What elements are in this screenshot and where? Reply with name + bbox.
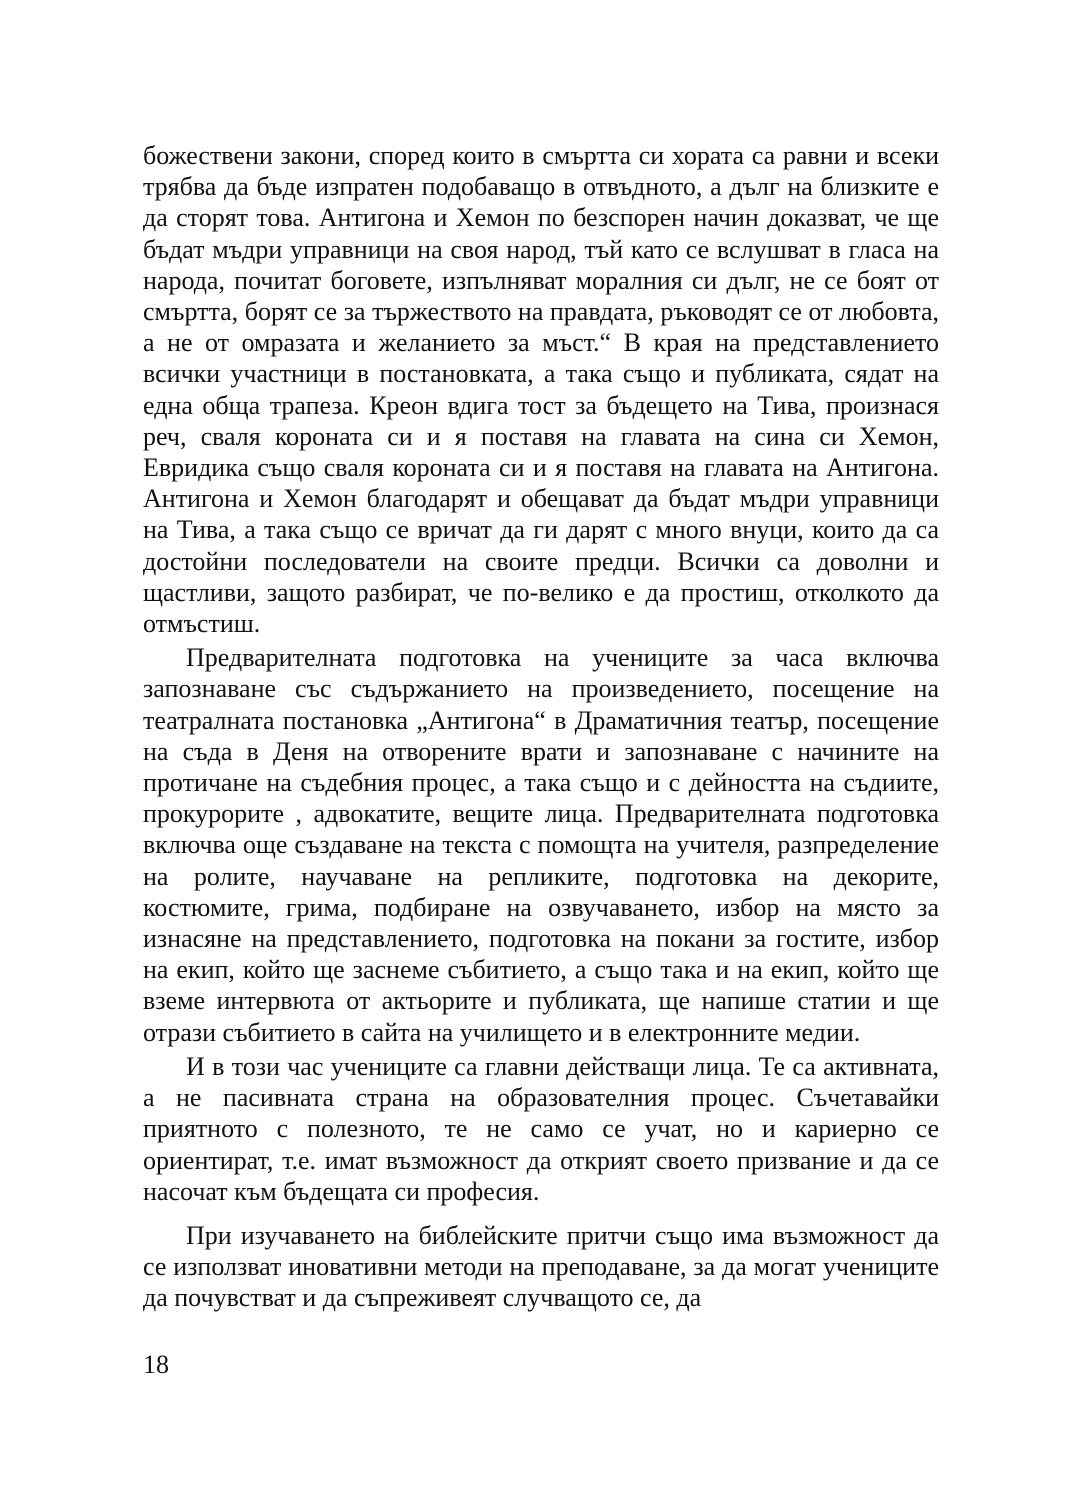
paragraph-students-role: И в този час учениците са главни действащи лица. Те са активната, а не пасивната страна на образователния процес. Съчетавайки приятното с полезното, те не само се учат, но и кариерно се ориентират, т.е. имат възможност да открият своето призвание и да се насочат към бъдещата си професия. [143,1051,939,1206]
paragraph-continuation: божествени закони, според които в смъртта си хората са равни и всеки трябва да бъде изпратен подобаващо в отвъдното, а дълг на близките е да сторят това. Антигона и Хемон по безспорен начин доказват, че ще бъдат мъдри управници на своя народ, тъй като се вслушват в гласа на народа, почитат боговете, изпълняват моралния си дълг, не се боят от смъртта, борят се за тържеството на правдата, ръководят се от любовта, а не от омразата и желанието за мъст.“ В края на представлението всички участници в постановката, а така също и публиката, сядат на една обща трапеза. Креон вдига тост за бъдещето на Тива, произнася реч, сваля короната си и я поставя на главата на сина си Хемон, Евридика също сваля короната си и я поставя на главата на Антигона. Антигона и Хемон благодарят и обещават да бъдат мъдри управници на Тива, а така също се вричат да ги дарят с много внуци, които да са достойни последователи на своите предци. Всички са доволни и щастливи, защото разбират, че по-велико е да простиш, отколкото да отмъстиш. [143,141,939,639]
body-text [143,140,939,1314]
paragraph-preparation: Предварителната подготовка на учениците за часа включва запознаване със съдържанието на произведението, посещение на театралната постановка „Антигона“ в Драматичния театър, посещение на съда в Деня на отворените врати и запознаване с начините на протичане на съдебния процес, а така също и с дейността на съдиите, прокурорите , адвокатите, вещите лица. Предварителната подготовка включва още създаване на текста с помощта на учителя, разпределение на ролите, научаване на репликите, подготовка на декорите, костюмите, грима, подбиране на озвучаването, избор на място за изнасяне на представлението, подготовка на покани за гостите, избор на екип, който ще заснеме събитието, а също така и на екип, който ще вземе интервюта от актьорите и публиката, ще напише статии и ще отрази събитието в сайта на училището и в електронните медии. [143,643,939,1047]
paragraph-biblical-parables: При изучаването на библейските притчи също има възможност да се използват иновативни методи на преподаване, за да могат учениците да почувстват и да съпреживеят случващото се, да [143,1220,939,1313]
page-number: 18 [143,1350,169,1379]
